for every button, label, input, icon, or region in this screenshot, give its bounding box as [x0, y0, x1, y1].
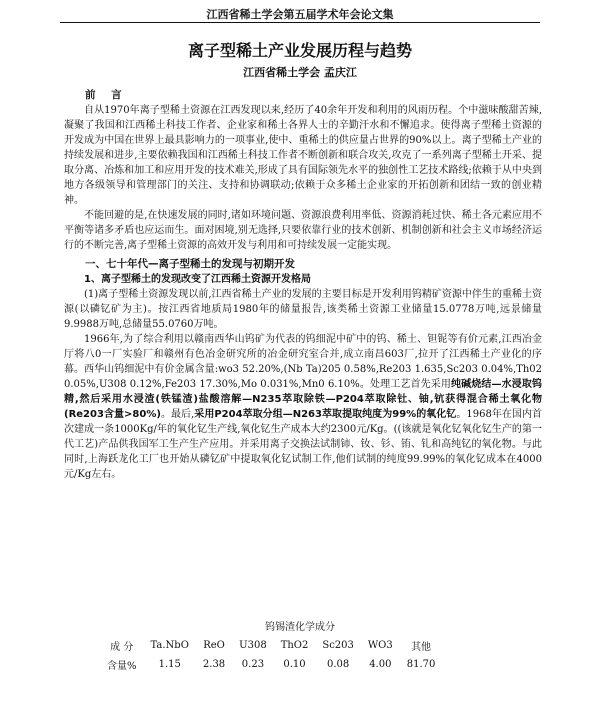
table-cell: 0.10	[283, 659, 306, 670]
table-value-row	[100, 655, 442, 674]
table-header-label: 成 分	[110, 642, 134, 653]
author-line: 江西省稀土学会 孟庆江	[243, 66, 357, 79]
running-header: 江西省稀土学会第五届学术年会论文集	[206, 8, 394, 21]
table-cell: 1.15	[158, 659, 181, 670]
table-value-label: 含量%	[107, 661, 137, 672]
history-text-c: 。1968年在国内首次建成一条1000Kg/年的氧化钇生产线,氧化钇生产成本大约2300元/Kg。((该就是氧化钇氧化钇生产的第一代工艺)产品供我国军工生产生产应用。并采用离子交换法试制铈、钕、钐、铕、钆和高纯钇的氧化物。与此同时,上海跃龙化工厂也开始从磷钇矿中提取氧化钇试制工作,他们试制的纯度99.99%的氧化钇成本在4000元/Kg左右。	[64, 409, 543, 480]
body-text	[64, 88, 542, 482]
preface-heading: 前 言	[85, 89, 128, 101]
paragraph-history	[64, 332, 542, 482]
table-col-header: Ta.NbO	[150, 640, 189, 651]
paragraph-challenges: 不能回避的是,在快速发展的同时,诸如环境问题、资源浪费利用率低、资源消耗过快、稀土各元素应用不平衡等诸多矛盾也应运而生。面对困境,别无选择,只要依靠行业的技术创新、机制创新和社会主义市场经济运行的不断完善,离子型稀土资源的高效开发与利用和可持续发展一定能实现。	[64, 210, 542, 251]
history-yttrium-bold: 采用P204萃取分组—N263萃取提取纯度为99%的氧化钇	[194, 409, 457, 420]
history-process-bold: 纯碱烧结—水浸取钨精,然后采用水浸渣(铁锰渣)盐酸溶解—N235萃取除铁—P204萃取除钍、铀,钪获得混合稀土氧化物(Re203含量>80%)	[64, 379, 542, 420]
composition-table	[100, 636, 442, 674]
table-col-header: U308	[239, 640, 267, 651]
table-header-row	[100, 636, 442, 655]
table-cell: 0.23	[241, 659, 265, 670]
history-text-a: 1966年,为了综合利用以赣南西华山钨矿为代表的钨细泥中矿中的钨、稀土、钽铌等有价元素,江西冶金厅将八0一厂实验厂和赣州有色冶金研究所的冶金研究室合并,成立南昌603厂,拉开了江西稀土产业化的序幕。西华山钨细泥中有价金属含量:wo3 52.20%,(Nb Ta)205 0.58%,Re203 1.635,Sc203 0.04%,Th02 0.05%,U308 0.12%,Fe203 17.30%,Mo 0.031%,Mn0 6.10%。处理工艺首先采用	[64, 334, 542, 390]
table-col-header: 其他	[411, 642, 432, 653]
table-cell: 4.00	[369, 659, 392, 670]
history-text-b: 。最后,	[160, 409, 195, 420]
table-caption: 钨锡渣化学成分	[265, 622, 335, 633]
paragraph-resources: (1)离子型稀土资源发现以前,江西省稀土产业的发展的主要目标是开发利用钨精矿资源中伴生的重稀土资源(以磷钇矿为主)。按江西省地质局1980年的储量报告,该类稀土资源工业储量15.0778万吨,远景储量9.9988万吨,总储量55.0760万吨。	[64, 289, 542, 330]
paper-title: 离子型稀土产业发展历程与趋势	[187, 41, 412, 60]
table-cell: 0.08	[327, 659, 350, 670]
table-col-header: Sc203	[322, 640, 354, 651]
header-rule	[60, 22, 540, 23]
table-col-header: WO3	[367, 640, 393, 651]
table-cell: 2.38	[202, 659, 226, 670]
table-col-header: ReO	[203, 640, 225, 651]
paragraph-intro: 自从1970年离子型稀土资源在江西发现以来,经历了40余年开发和利用的风雨历程。个中滋味酸甜苦辣,凝聚了我国和江西稀土科技工作者、企业家和稀土各界人士的辛勤汗水和不懈追求。使得离子型稀土资源的开发成为中国在世界上最具影响力的一项事业,使中、重稀土的供应量占世界的90%以上。离子型稀土产业的持续发展和进步,主要依赖我国和江西稀土科技工作者不断创新和联合攻关,攻克了一系列离子型稀土开采、提取分离、冶炼和加工和应用开发的技术难关,形成了具有国际领先水平的独创性工艺技术路线;依赖于从中央到地方各级领导和管理部门的关注、支持和协调联动;依赖于众多稀土企业家的开拓创新和团结一致的创业精神。	[64, 105, 542, 206]
table-col-header: ThO2	[280, 640, 309, 651]
subsection-heading-1: 1、离子型稀土的发现改变了江西稀土资源开发格局	[84, 274, 311, 285]
table-cell: 81.70	[406, 659, 436, 670]
section-heading-1: 一、七十年代—离子型稀土的发现与初期开发	[85, 258, 295, 270]
